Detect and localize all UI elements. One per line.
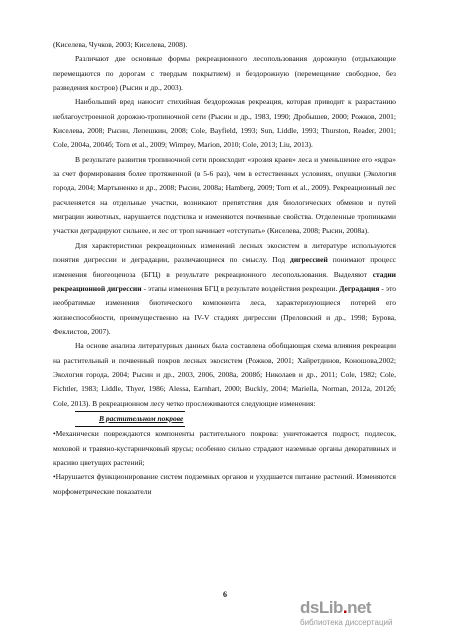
bullet-item-1 [53, 427, 396, 470]
logo-main: dsLib [300, 598, 343, 617]
paragraph-5-part-7: - это необратимые изменения биотического компонента леса, характеризующиеся потерей его жизнеспособности, преимущественно на IV-V стадиях дигрессии (Преловский и др., 1998; Бурова, Феклистов, 2007). [53, 283, 396, 336]
dslib-subtitle: библиотека диссертаций [300, 618, 393, 627]
page-body [53, 38, 396, 499]
paragraph-5-part-3: понимают процесс изменения биогеоценоза (БГЦ) в результате рекреационного лесопользования. Выделяют [53, 255, 396, 279]
paragraph-6: На основе анализа литературных данных была составлена обобщающая схема влияния рекреации на растительный и почвенный покров лесных экосистем (Рожков, 2001; Хайретдинов, Коношова,2002; Экология города, 2004; Рысин и др., 2003, 2006, 2008а, 2008б; Николаев и др., 2011; Cole, 1982; Cole, Fichtler, 1983; Liddle, Thyer, 1986; Alessa, Earnhart, 2000; Buckly, 2004; Mariella, Norman, 2012а, 2012б; Cole, 2013). В рекреационном лесу четко прослеживаются следующие изменения: [53, 341, 396, 408]
paragraph-5-part-5: - этапы изменения БГЦ в результате воздействия рекреации. [141, 283, 340, 293]
term-degradation: Деградация [339, 283, 380, 293]
bullet-mark-1: • [53, 429, 56, 439]
section-heading: В растительном покрове [75, 411, 185, 427]
paragraph-3: Наибольший вред наносит стихийная бездорожная рекреация, которая приводит к разрастанию неблагоустроенной дорожно-тропиночной сети (Рысин и др., 1983, 1990; Дробышев, 2000; Рожков, 2001; Киселева, 2008; Рысин, Лепешкин, 2008; Cole, Bayfield, 1993; Sun, Liddle, 1993; Thurston, Reader, 2001; Cole, 2004a, 2004б; Torn et al., 2009; Wimpey, Marion, 2010; Cole, 2013; Liu, 2013). [53, 97, 396, 150]
dslib-watermark[interactable] [300, 598, 445, 630]
logo-dot: . [342, 598, 348, 617]
paragraph-4: В результате развития тропиночной сети происходит «эрозия краев» леса и уменьшение его «ядра» за счет формирования более протяженной (в 5-6 раз), чем в естественных условиях, опушки (Экология города, 2004; Мартыненко и др., 2008; Рысин, 2008а; Hamberg, 2009; Torn et al., 2009). Рекреационный лес расчленяется на отдельные участки, возникают препятствия для биологических обменов и путей миграции животных, нарушается подстилка и изменяются почвенные свойства. Отделенные тропинками участки деградируют сильнее, и лес от троп начинает «отступать» (Киселева, 2008; Рысин, 2008а). [53, 154, 396, 236]
paragraph-5 [53, 239, 396, 339]
section-heading-row [53, 411, 396, 427]
paragraph-5-part-1: Для характеристики рекреационных изменений лесных экосистем в литературе используются понятия дигрессии и деградации, различающиеся по смыслу. Под [53, 240, 396, 265]
bullet-mark-2: • [53, 472, 56, 482]
term-digression-stages: стадии рекреационной дигрессии [53, 269, 396, 293]
term-digression: дигрессией [290, 255, 328, 265]
bullet-text-2: Нарушается функционирование систем подземных органов и ухудшается питание растений. Изменяются морфометрические показатели [53, 472, 396, 496]
logo-tail: net [347, 598, 372, 617]
dslib-logo [300, 598, 371, 618]
page-number: 6 [223, 590, 227, 599]
paragraph-1: (Киселева, Чучков, 2003; Киселева, 2008). [53, 40, 188, 49]
paragraph-2: Различают две основные формы рекреационного лесопользования дорожную (отдыхающие перемещаются по дорогам с твердым покрытием) и бездорожную (перемещение свободное, без разведения костров) (Рысин и др., 2003). [53, 54, 396, 93]
bullet-item-2 [53, 470, 396, 499]
bullet-text-1: Механически повреждаются компоненты растительного покрова: уничтожается подрост, подлесок, моховой и травяно-кустарничковый ярусы; особенно сильно страдают наземные органы декоративных и красиво цветущих растений; [53, 429, 396, 467]
